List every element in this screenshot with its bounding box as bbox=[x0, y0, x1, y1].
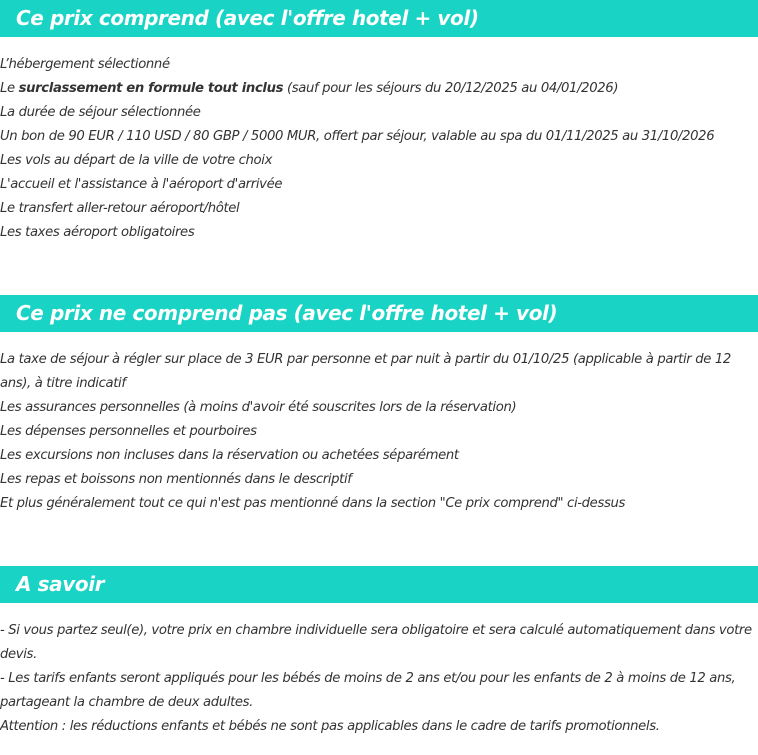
list-item: Le transfert aller-retour aéroport/hôtel bbox=[0, 201, 240, 216]
list-item: Et plus généralement tout ce qui n'est pas mentionné dans la section "Ce prix comprend" ci-dessus bbox=[0, 496, 626, 511]
list-item: La taxe de séjour à régler sur place de 3 EUR par personne et par nuit à partir du 01/10/25 (applicable à partir de 12 ans), à titre indicatif bbox=[0, 352, 731, 391]
section-header-good-to-know: A savoir bbox=[0, 566, 758, 603]
upgrade-highlight: surclassement en formule tout inclus bbox=[18, 81, 284, 96]
not-included-list bbox=[0, 348, 758, 516]
list-item: La durée de séjour sélectionnée bbox=[0, 105, 201, 120]
section-header-included: Ce prix comprend (avec l'offre hotel + vol) bbox=[0, 0, 758, 37]
list-item: Les excursions non incluses dans la réservation ou achetées séparément bbox=[0, 448, 459, 463]
list-item: Les vols au départ de la ville de votre choix bbox=[0, 153, 273, 168]
list-item: L’hébergement sélectionné bbox=[0, 57, 170, 72]
list-item: Les assurances personnelles (à moins d'avoir été souscrites lors de la réservation) bbox=[0, 400, 517, 415]
list-item: - Si vous partez seul(e), votre prix en chambre individuelle sera obligatoire et sera calculé automatiquement dans votre devis. bbox=[0, 623, 752, 662]
list-item: Le surclassement en formule tout inclus (sauf pour les séjours du 20/12/2025 au 04/01/2026) bbox=[0, 81, 619, 96]
list-item: Les repas et boissons non mentionnés dans le descriptif bbox=[0, 472, 352, 487]
section-header-not-included: Ce prix ne comprend pas (avec l'offre hotel + vol) bbox=[0, 295, 758, 332]
included-list bbox=[0, 53, 758, 245]
list-item: Un bon de 90 EUR / 110 USD / 80 GBP / 5000 MUR, offert par séjour, valable au spa du 01/11/2025 au 31/10/2026 bbox=[0, 129, 715, 144]
list-item: Les taxes aéroport obligatoires bbox=[0, 225, 195, 240]
list-item: Attention : les réductions enfants et bébés ne sont pas applicables dans le cadre de tarifs promotionnels. bbox=[0, 719, 660, 734]
list-item: - Les tarifs enfants seront appliqués pour les bébés de moins de 2 ans et/ou pour les enfants de 2 à moins de 12 ans, partageant la chambre de deux adultes. bbox=[0, 671, 736, 710]
good-to-know-list bbox=[0, 619, 758, 739]
list-item: Les dépenses personnelles et pourboires bbox=[0, 424, 257, 439]
list-item: L'accueil et l'assistance à l'aéroport d'arrivée bbox=[0, 177, 283, 192]
